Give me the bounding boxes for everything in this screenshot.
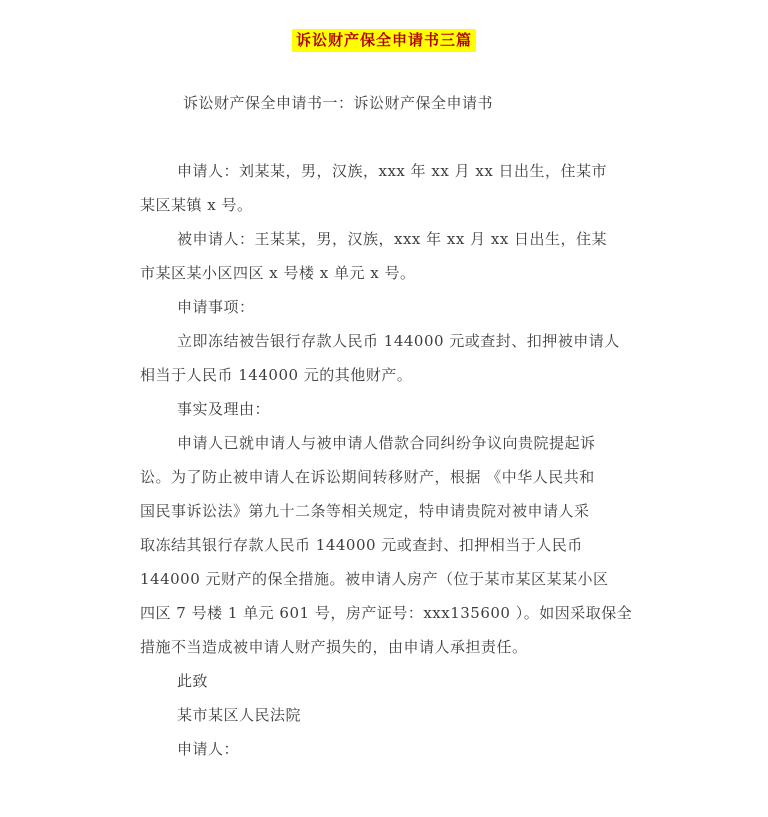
document-line: 取冻结其银行存款人民币 144000 元或查封、扣押相当于人民币 — [140, 536, 583, 554]
document-line: 国民事诉讼法》第九十二条等相关规定，特申请贵院对被申请人采 — [140, 502, 590, 520]
document-body — [140, 86, 645, 766]
document-title-row — [0, 29, 768, 52]
blank-line — [140, 120, 645, 154]
document-line: 事实及理由： — [177, 400, 271, 418]
document-line: 此致 — [177, 672, 209, 690]
document-line: 四区 7 号楼 1 单元 601 号，房产证号：xxx135600 ）。如因采取保全 — [140, 604, 633, 622]
document-line: 某区某镇 x 号。 — [140, 196, 253, 214]
document-line: 措施不当造成被申请人财产损失的，由申请人承担责任。 — [140, 638, 528, 656]
document-line: 市某区某小区四区 x 号楼 x 单元 x 号。 — [140, 264, 416, 282]
document-line: 被申请人：王某某，男，汉族，xxx 年 xx 月 xx 日出生，住某 — [177, 230, 608, 248]
document-line: 申请人： — [177, 740, 240, 758]
document-line: 申请人：刘某某，男，汉族，xxx 年 xx 月 xx 日出生，住某市 — [177, 162, 608, 180]
document-line: 相当于人民币 144000 元的其他财产。 — [140, 366, 413, 384]
section-heading: 诉讼财产保全申请书一：诉讼财产保全申请书 — [183, 94, 494, 112]
document-line: 申请事项： — [177, 298, 255, 316]
document-line: 申请人已就申请人与被申请人借款合同纠纷争议向贵院提起诉 — [177, 434, 596, 452]
document-line: 讼。为了防止被申请人在诉讼期间转移财产，根据 《中华人民共和 — [140, 468, 595, 486]
document-line: 某市某区人民法院 — [177, 706, 302, 724]
document-title-highlighted: 诉讼财产保全申请书三篇 — [292, 29, 476, 52]
document-line: 立即冻结被告银行存款人民币 144000 元或查封、扣押被申请人 — [177, 332, 620, 350]
document-line: 144000 元财产的保全措施。被申请人房产（位于某市某区某某小区 — [140, 570, 609, 588]
